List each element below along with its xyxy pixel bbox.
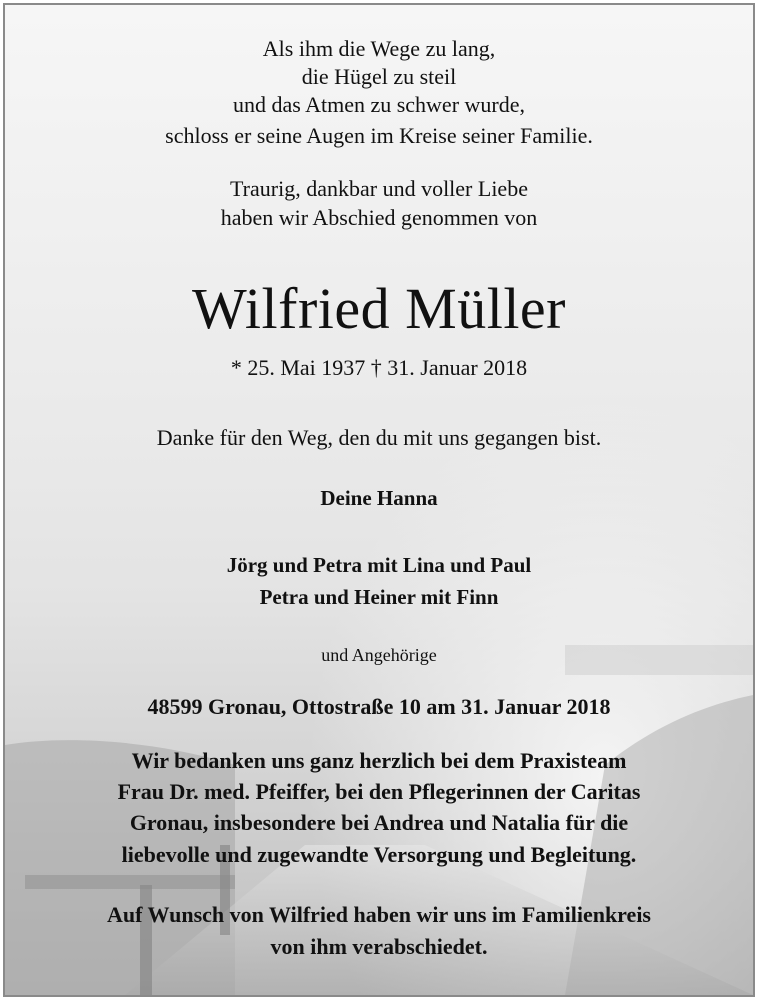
poem-line: schloss er seine Augen im Kreise seiner Familie. [165, 123, 593, 148]
acknowledgement-line: Wir bedanken uns ganz herzlich bei dem Praxisteam [131, 748, 627, 773]
family-line: Jörg und Petra mit Lina und Paul [226, 553, 532, 577]
poem-line: die Hügel zu steil [301, 64, 457, 89]
intro-line: haben wir Abschied genommen von [220, 205, 538, 230]
obituary-card [3, 3, 755, 997]
intro-line: Traurig, dankbar und voller Liebe [230, 176, 528, 201]
relatives-line: und Angehörige [321, 645, 437, 665]
wife-signature: Deine Hanna [320, 486, 438, 510]
poem-line: und das Atmen zu schwer wurde, [232, 92, 526, 117]
acknowledgement-line: liebevolle und zugewandte Versorgung und Begleitung. [121, 842, 637, 867]
closing-line: von ihm verabschiedet. [270, 934, 488, 959]
deceased-name: Wilfried Müller [192, 276, 566, 341]
address-line: 48599 Gronau, Ottostraße 10 am 31. Januar 2018 [147, 694, 611, 719]
closing-line: Auf Wunsch von Wilfried haben wir uns im Familienkreis [106, 902, 651, 927]
acknowledgement-line: Gronau, insbesondere bei Andrea und Natalia für die [129, 810, 629, 835]
thanks-line: Danke für den Weg, den du mit uns gegangen bist. [156, 425, 602, 450]
life-dates: * 25. Mai 1937 † 31. Januar 2018 [230, 355, 528, 380]
poem-line: Als ihm die Wege zu lang, [262, 36, 496, 61]
family-line: Petra und Heiner mit Finn [259, 585, 499, 609]
acknowledgement-line: Frau Dr. med. Pfeiffer, bei den Pflegerinnen der Caritas [117, 779, 641, 804]
